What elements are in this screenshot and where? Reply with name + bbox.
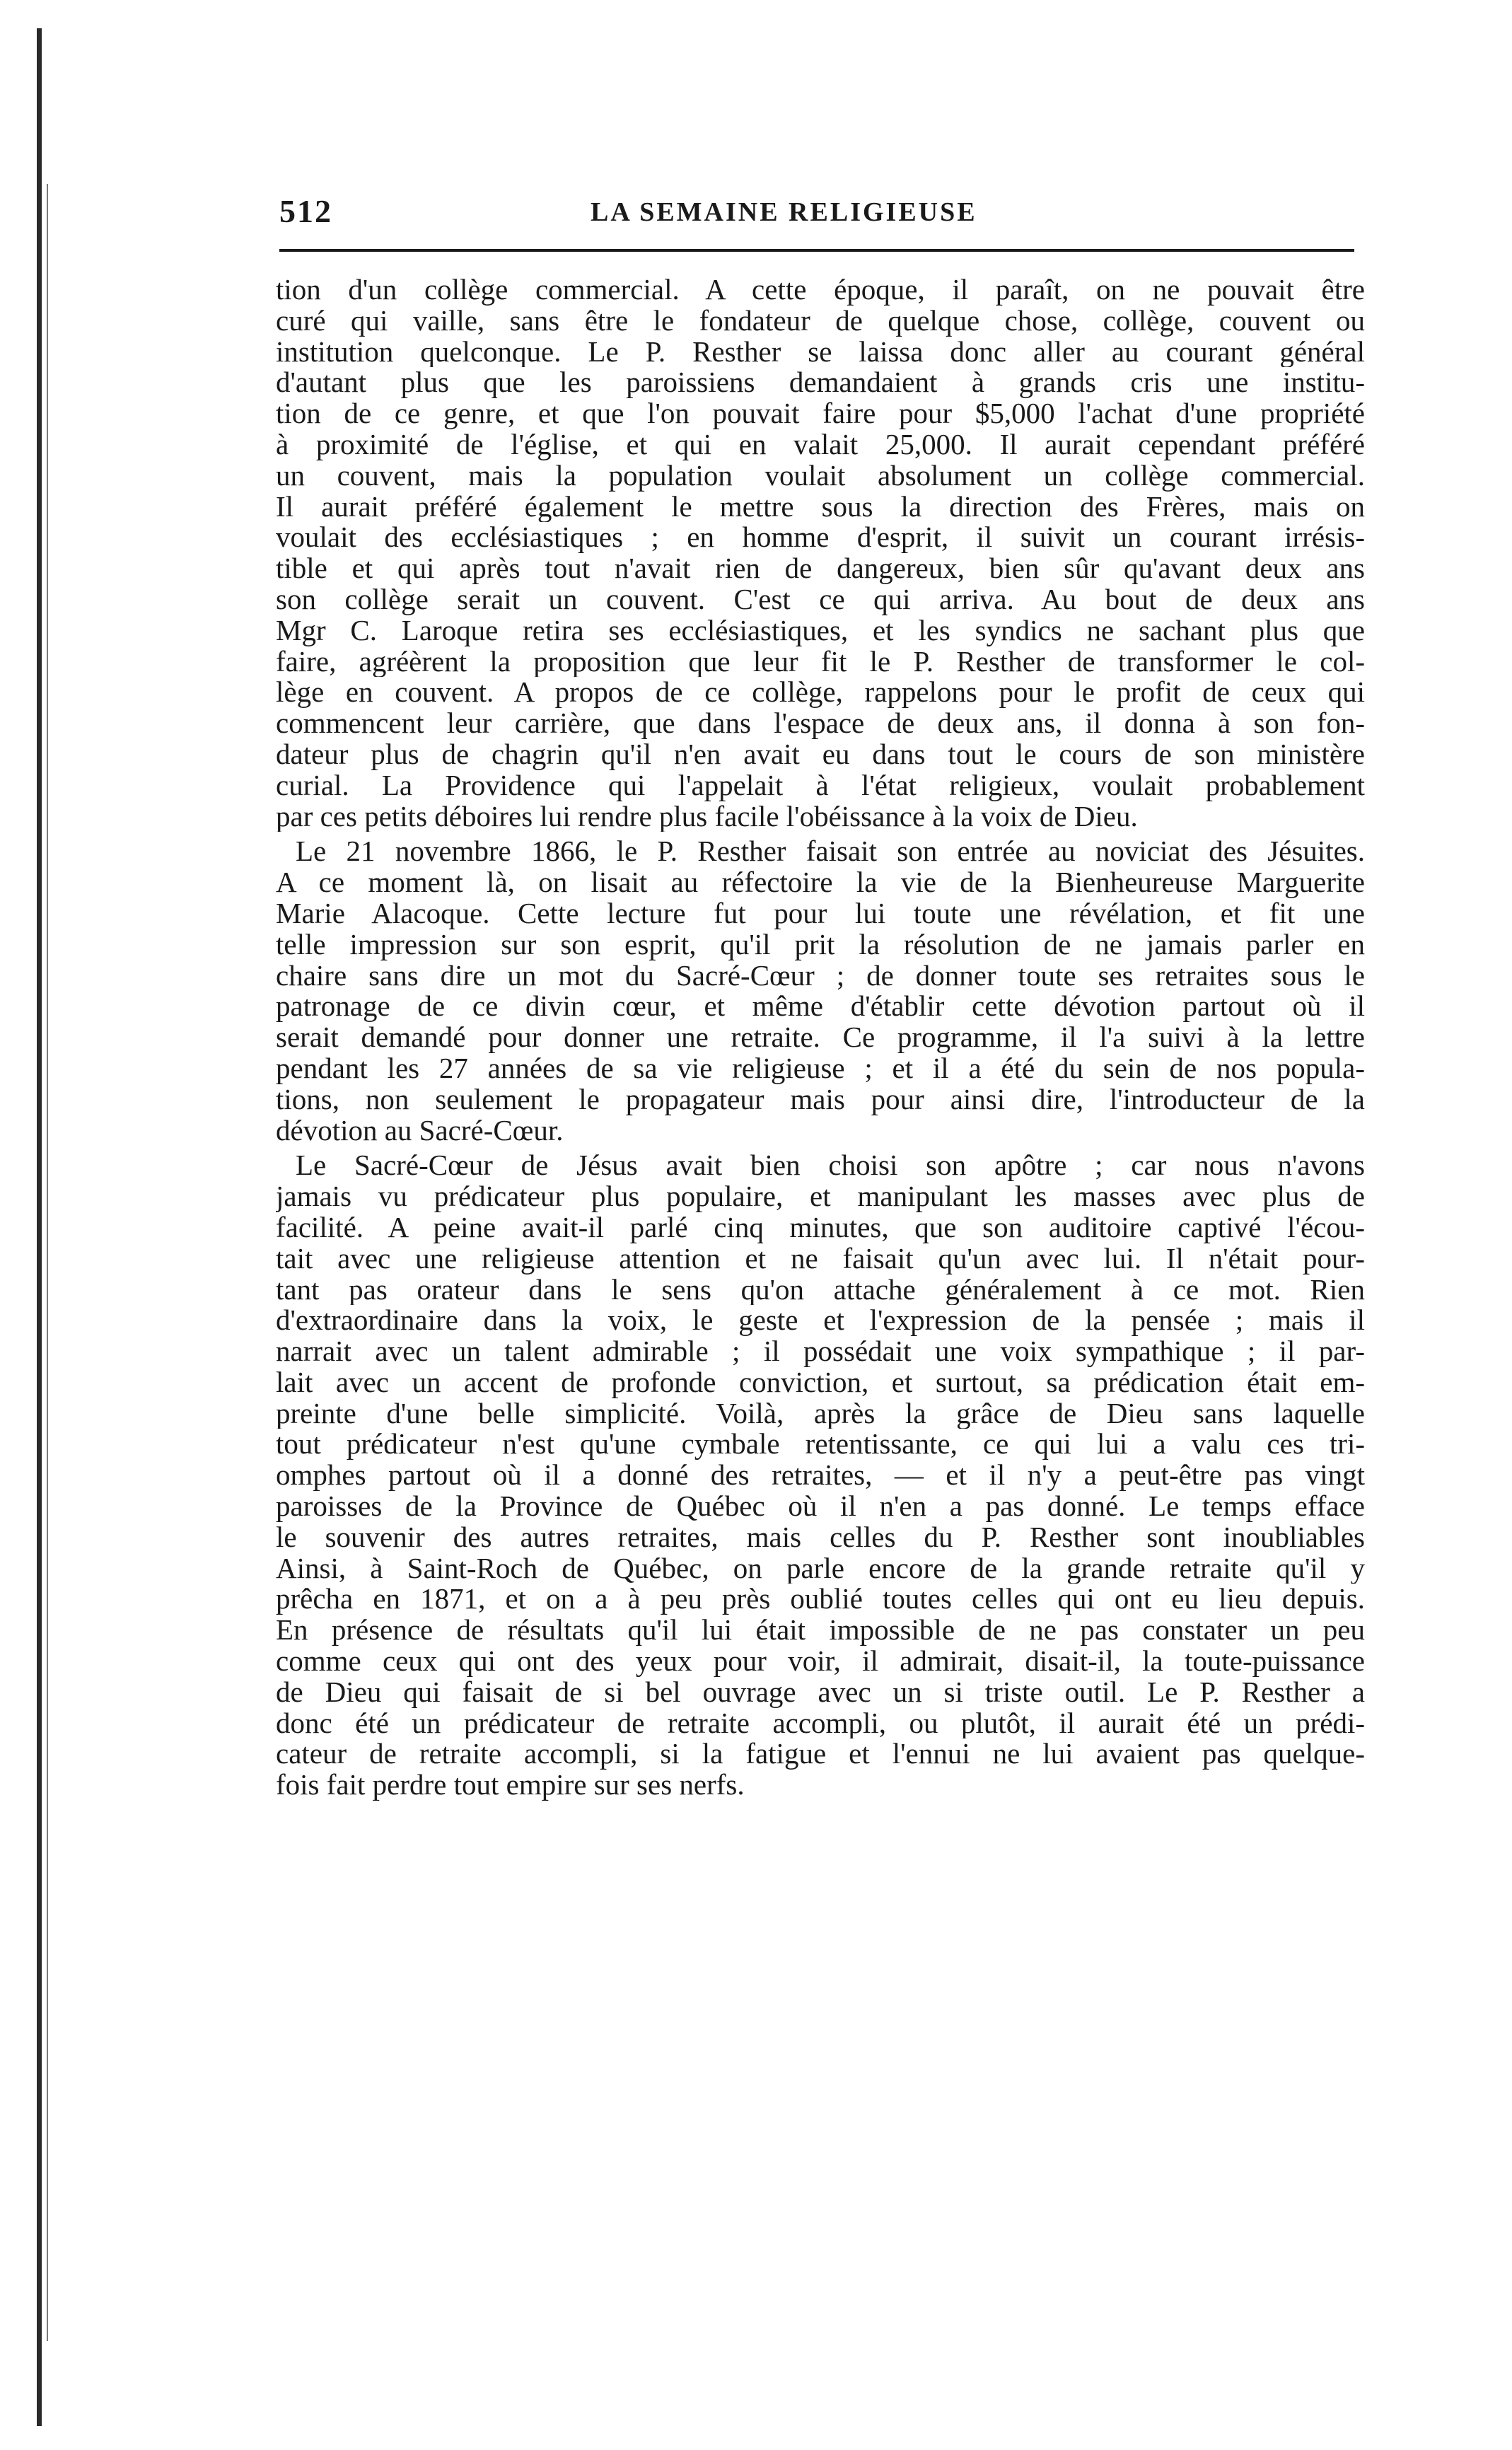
text-line: de Dieu qui faisait de si bel ouvrage avec un si triste outil. Le P. Resther a [276,1676,1365,1708]
text-line: serait demandé pour donner une retraite. Ce programme, il l'a suivi à la lettre [276,1022,1365,1053]
text-line: un couvent, mais la population voulait absolument un collège commercial. [276,460,1365,492]
text-line: donc été un prédicateur de retraite accompli, ou plutôt, il aurait été un prédi- [276,1707,1365,1739]
text-line: le souvenir des autres retraites, mais celles du P. Resther sont inoubliables [276,1521,1365,1553]
scan-shadow-line [47,184,48,2341]
text-line: tant pas orateur dans le sens qu'on attache généralement à ce mot. Rien [276,1274,1365,1306]
running-title: LA SEMAINE RELIGIEUSE [591,197,977,227]
text-line: voulait des ecclésiastiques ; en homme d'esprit, il suivit un courant irrésis- [276,522,1365,554]
text-line: dévotion au Sacré-Cœur. [276,1115,564,1146]
text-line: à proximité de l'église, et qui en valait 25,000. Il aurait cependant préféré [276,429,1365,460]
text-line: Le 21 novembre 1866, le P. Resther faisait son entrée au noviciat des Jésuites. [296,836,1365,868]
page-number: 512 [279,193,332,229]
text-line: tion de ce genre, et que l'on pouvait faire pour $5,000 l'achat d'une propriété [276,398,1365,429]
text-line: tions, non seulement le propagateur mais pour ainsi dire, l'introducteur de la [276,1084,1365,1115]
text-line: comme ceux qui ont des yeux pour voir, il admirait, disait-il, la toute-puissance [276,1646,1365,1677]
text-line: Le Sacré-Cœur de Jésus avait bien choisi son apôtre ; car nous n'avons [296,1150,1365,1182]
text-line: Il aurait préféré également le mettre sous la direction des Frères, mais on [276,491,1365,523]
text-line: preinte d'une belle simplicité. Voilà, après la grâce de Dieu sans laquelle [276,1398,1365,1429]
text-line: pendant les 27 années de sa vie religieuse ; et il a été du sein de nos popula- [276,1052,1365,1084]
text-line: tait avec une religieuse attention et ne faisait qu'un avec lui. Il n'était pour- [276,1243,1365,1275]
text-line: telle impression sur son esprit, qu'il prit la résolution de ne jamais parler en [276,929,1365,960]
header-rule [279,249,1354,252]
text-line: tible et qui après tout n'avait rien de dangereux, bien sûr qu'avant deux ans [276,553,1365,584]
text-line: patronage de ce divin cœur, et même d'établir cette dévotion partout où il [276,991,1365,1023]
text-line: curial. La Providence qui l'appelait à l'état religieux, voulait probablement [276,770,1365,801]
text-line: facilité. A peine avait-il parlé cinq minutes, que son auditoire captivé l'écou- [276,1212,1365,1243]
text-line: jamais vu prédicateur plus populaire, et manipulant les masses avec plus de [276,1181,1365,1212]
text-line: lait avec un accent de profonde conviction, et surtout, sa prédication était em- [276,1366,1365,1398]
text-line: institution quelconque. Le P. Resther se laissa donc aller au courant général [276,336,1365,368]
scan-binding-edge [37,28,42,2426]
article-body [276,274,1365,1801]
text-line: d'autant plus que les paroissiens demandaient à grands cris une institu- [276,367,1365,399]
text-line: d'extraordinaire dans la voix, le geste et l'expression de la pensée ; mais il [276,1305,1365,1337]
text-line: omphes partout où il a donné des retraites, — et il n'y a peut-être pas vingt [276,1460,1365,1492]
page-header [279,192,1361,235]
text-line: Marie Alacoque. Cette lecture fut pour lui toute une révélation, et fit une [276,898,1365,929]
text-line: faire, agréèrent la proposition que leur fit le P. Resther de transformer le col- [276,646,1365,678]
text-line: commencent leur carrière, que dans l'espace de deux ans, il donna à son fon- [276,708,1365,739]
text-line: tout prédicateur n'est qu'une cymbale retentissante, ce qui lui a valu ces tri- [276,1429,1365,1461]
text-line: par ces petits déboires lui rendre plus facile l'obéissance à la voix de Dieu. [276,801,1138,832]
text-line: chaire sans dire un mot du Sacré-Cœur ; de donner toute ses retraites sous le [276,960,1365,992]
text-line: curé qui vaille, sans être le fondateur de quelque chose, collège, couvent ou [276,305,1365,337]
text-line: son collège serait un couvent. C'est ce qui arriva. Au bout de deux ans [276,584,1365,615]
text-line: dateur plus de chagrin qu'il n'en avait eu dans tout le cours de son ministère [276,738,1365,770]
text-line: cateur de retraite accompli, si la fatigue et l'ennui ne lui avaient pas quelque- [276,1738,1365,1770]
text-line: A ce moment là, on lisait au réfectoire la vie de la Bienheureuse Marguerite [276,867,1365,898]
text-line: fois fait perdre tout empire sur ses nerfs. [276,1770,745,1801]
text-line: Ainsi, à Saint-Roch de Québec, on parle encore de la grande retraite qu'il y [276,1552,1365,1584]
text-line: prêcha en 1871, et on a à peu près oublié toutes celles qui ont eu lieu depuis. [276,1584,1365,1615]
text-line: narrait avec un talent admirable ; il possédait une voix sympathique ; il par- [276,1336,1365,1367]
text-line: tion d'un collège commercial. A cette époque, il paraît, on ne pouvait être [276,274,1365,306]
text-line: lège en couvent. A propos de ce collège, rappelons pour le profit de ceux qui [276,677,1365,709]
text-line: En présence de résultats qu'il lui était impossible de ne pas constater un peu [276,1615,1365,1647]
text-line: Mgr C. Laroque retira ses ecclésiastiques, et les syndics ne sachant plus que [276,615,1365,646]
text-line: paroisses de la Province de Québec où il n'en a pas donné. Le temps efface [276,1491,1365,1522]
